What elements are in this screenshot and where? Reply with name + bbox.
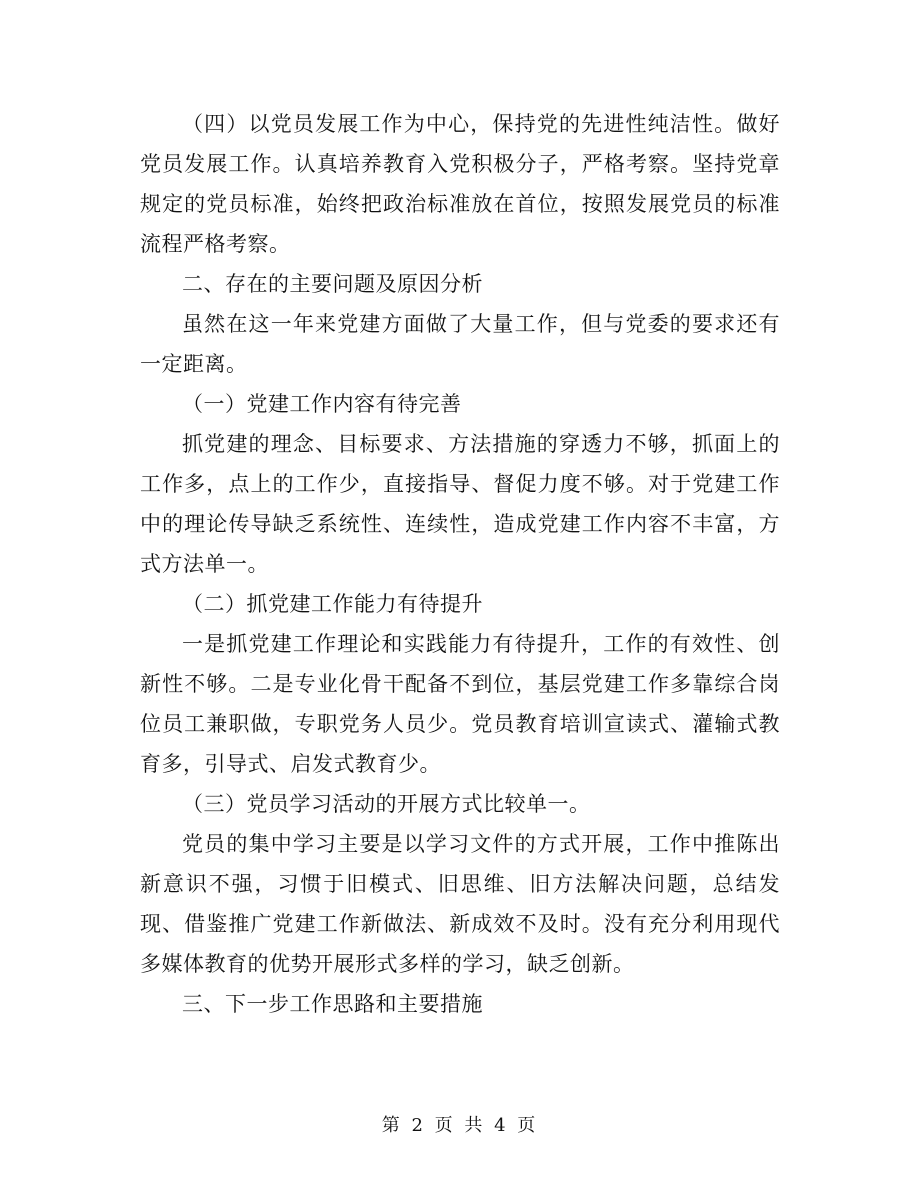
paragraph-study-single: 党员的集中学习主要是以学习文件的方式开展，工作中推陈出新意识不强，习惯于旧模式、旧思维、旧方法解决问题，总结发现、借鉴推广党建工作新做法、新成效不及时。没有充分利用现代多媒体教育的优势开展形式多样的学习，缺乏创新。	[140, 832, 780, 976]
paragraph-section-four: （四）以党员发展工作为中心，保持党的先进性纯洁性。做好党员发展工作。认真培养教育入党积极分子，严格考察。坚持党章规定的党员标准，始终把政治标准放在首位，按照发展党员的标准流程严格考察。	[140, 112, 780, 256]
heading-problems-analysis: 二、存在的主要问题及原因分析	[182, 272, 483, 296]
subheading-study-single: （三）党员学习活动的开展方式比较单一。	[182, 792, 591, 816]
page-number-footer: 第 2 页 共 4 页	[381, 1115, 539, 1136]
document-body	[140, 104, 780, 1024]
paragraph-problems-intro: 虽然在这一年来党建方面做了大量工作，但与党委的要求还有一定距离。	[140, 312, 780, 376]
paragraph-ability-improve: 一是抓党建工作理论和实践能力有待提升，工作的有效性、创新性不够。二是专业化骨干配备不到位，基层党建工作多靠综合岗位员工兼职做，专职党务人员少。党员教育培训宣读式、灌输式教育多，引导式、启发式教育少。	[140, 632, 780, 776]
subheading-ability-improve: （二）抓党建工作能力有待提升	[182, 592, 483, 616]
subheading-content-improve: （一）党建工作内容有待完善	[182, 392, 462, 416]
heading-next-steps: 三、下一步工作思路和主要措施	[182, 992, 483, 1016]
paragraph-content-improve: 抓党建的理念、目标要求、方法措施的穿透力不够，抓面上的工作多，点上的工作少，直接指导、督促力度不够。对于党建工作中的理论传导缺乏系统性、连续性，造成党建工作内容不丰富，方式方法单一。	[140, 432, 780, 576]
